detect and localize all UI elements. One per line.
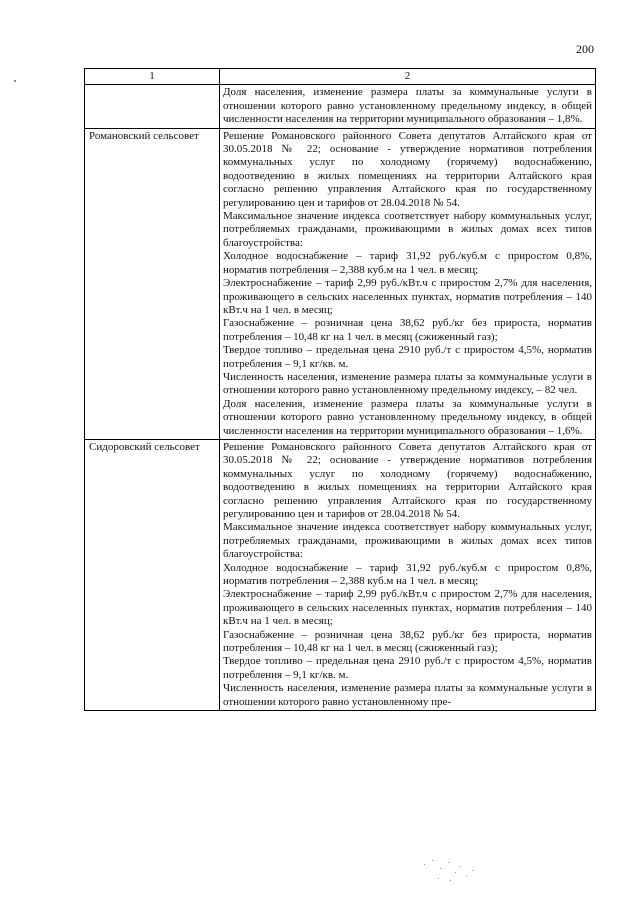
municipality-name-cell: [85, 85, 220, 128]
description-paragraph: Численность населения, изменение размера платы за коммунальные услуги в отношении которого равно установленному пре-: [223, 682, 592, 708]
scan-speck: [440, 868, 441, 869]
description-paragraph: Решение Романовского районного Совета депутатов Алтайского края от 30.05.2018 № 22; основание - утверждение нормативов потребления коммунальных услуг по холодному (горячему) водоснабжению, водоотведению в жилых помещениях на территории Алтайского края согласно решению управления Алтайского края по государственному регулированию цен и тарифов от 28.04.2018 № 54.: [223, 440, 592, 520]
description-cell: [220, 85, 596, 128]
scan-speck: [424, 864, 425, 865]
description-cell: [220, 439, 596, 710]
table-body: [85, 85, 596, 711]
table-header-row: [85, 69, 596, 85]
description-paragraph: Решение Романовского районного Совета депутатов Алтайского края от 30.05.2018 № 22; основание - утверждение нормативов потребления коммунальных услуг по холодному (горячему) водоснабжению, водоотведению в жилых помещениях на территории Алтайского края согласно решению управления Алтайского края по государственному регулированию цен и тарифов от 28.04.2018 № 54.: [223, 129, 592, 209]
description-paragraph: Холодное водоснабжение – тариф 31,92 руб./куб.м с приростом 0,8%, норматив потребления – 2,388 куб.м на 1 чел. в месяц;: [223, 561, 592, 588]
description-paragraph: Газоснабжение – розничная цена 38,62 руб./кг без прироста, норматив потребления – 10,48 кг на 1 чел. в месяц (сжиженный газ);: [223, 628, 592, 655]
scan-speck: [455, 872, 456, 873]
table-row: [85, 439, 596, 710]
description-paragraph: Максимальное значение индекса соответствует набору коммунальных услуг, потребляемых гражданами, проживающими в жилых домах всех типов благоустройства:: [223, 521, 592, 561]
scan-speck: [460, 866, 461, 867]
scan-artifact: [14, 80, 16, 82]
scan-speck: [450, 880, 451, 881]
description-paragraph: Численность населения, изменение размера платы за коммунальные услуги в отношении которого равно установленному предельному индексу, – 82 чел.: [223, 370, 592, 397]
description-paragraph: Доля населения, изменение размера платы за коммунальные услуги в отношении которого равно установленному предельному индексу, в общей численности населения на территории муниципального образования – 1,8%.: [223, 86, 592, 126]
description-paragraph: Электроснабжение – тариф 2,99 руб./кВт.ч с приростом 2,7% для населения, проживающего в сельских населенных пунктах, норматив потребления – 140 кВт.ч на 1 чел. в месяц;: [223, 588, 592, 628]
scan-speck: [466, 876, 467, 877]
description-paragraph: Максимальное значение индекса соответствует набору коммунальных услуг, потребляемых гражданами, проживающими в жилых домах всех типов благоустройства:: [223, 210, 592, 249]
table-row: [85, 85, 596, 128]
description-paragraph: Твердое топливо – предельная цена 2910 руб./т с приростом 4,5%, норматив потребления – 9,1 кг/кв. м.: [223, 344, 592, 370]
table-row: [85, 128, 596, 439]
description-paragraph: Твердое топливо – предельная цена 2910 руб./т с приростом 4,5%, норматив потребления – 9,1 кг/кв. м.: [223, 655, 592, 681]
scan-artifact-dots: [420, 858, 480, 888]
description-cell: [220, 128, 596, 439]
scan-speck: [438, 878, 439, 879]
column-header-1: 1: [85, 69, 220, 85]
column-header-2: 2: [220, 69, 596, 85]
municipality-table: [84, 68, 596, 711]
municipality-name-cell: Романовский сельсовет: [85, 128, 220, 439]
description-paragraph: Газоснабжение – розничная цена 38,62 руб./кг без прироста, норматив потребления – 10,48 кг на 1 чел. в месяц (сжиженный газ);: [223, 317, 592, 343]
page-number: 200: [576, 42, 594, 56]
description-paragraph: Электроснабжение – тариф 2,99 руб./кВт.ч с приростом 2,7% для населения, проживающего в сельских населенных пунктах, норматив потребления – 140 кВт.ч на 1 чел. в месяц;: [223, 277, 592, 316]
scan-speck: [432, 860, 433, 861]
scan-speck: [448, 862, 449, 863]
description-paragraph: Холодное водоснабжение – тариф 31,92 руб./куб.м с приростом 0,8%, норматив потребления – 2,388 куб.м на 1 чел. в месяц;: [223, 250, 592, 276]
municipality-name-cell: Сидоровский сельсовет: [85, 439, 220, 710]
description-paragraph: Доля населения, изменение размера платы за коммунальные услуги в отношении которого равно установленному предельному индексу, в общей численности населения на территории муниципального образования – 1,6%.: [223, 397, 592, 437]
scan-speck: [472, 870, 473, 871]
